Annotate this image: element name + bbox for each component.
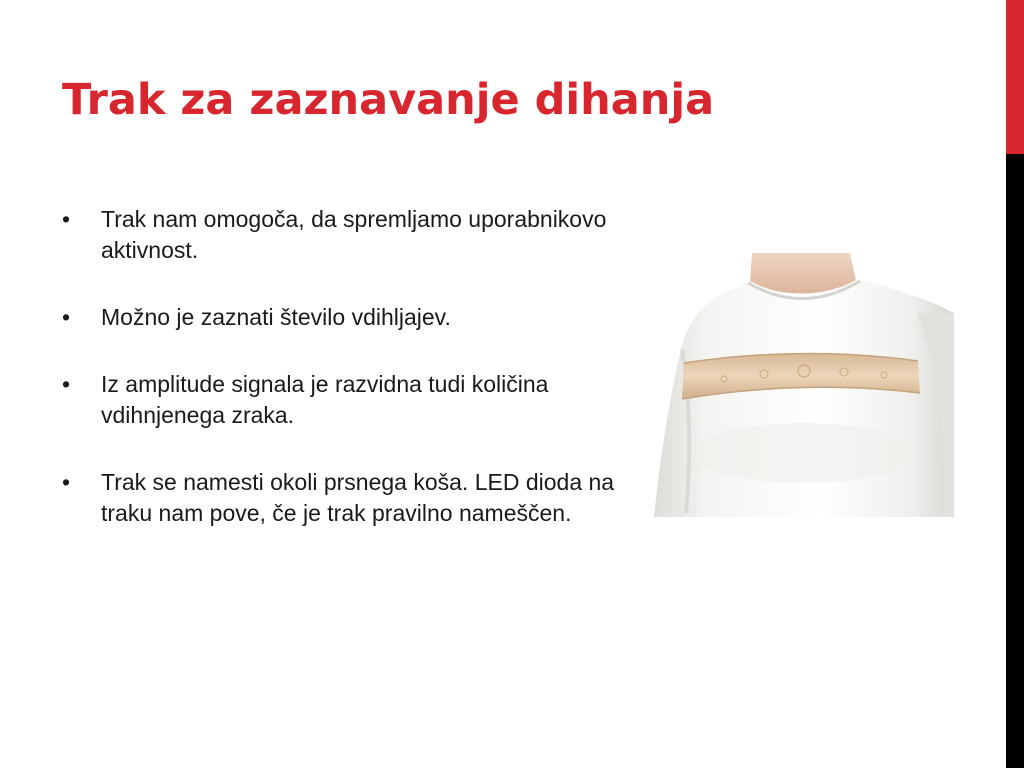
- bullet-item: [62, 204, 632, 266]
- bullet-text: Trak se namesti okoli prsnega koša. LED dioda na traku nam pove, če je trak pravilno nameščen.: [101, 469, 615, 526]
- accent-bar: [1006, 0, 1024, 768]
- chest-shadow: [694, 423, 914, 483]
- bullet-item: [62, 467, 632, 529]
- breathing-belt-photo: [654, 253, 954, 517]
- bullet-marker: •: [62, 371, 71, 397]
- accent-bar-black: [1006, 154, 1024, 768]
- bullet-marker: •: [62, 469, 71, 495]
- slide-title: Trak za zaznavanje dihanja: [62, 75, 715, 125]
- bullet-text: Iz amplitude signala je razvidna tudi količina vdihnjenega zraka.: [101, 371, 549, 428]
- bullet-text: Možno je zaznati število vdihljajev.: [101, 304, 451, 330]
- bullet-text: Trak nam omogoča, da spremljamo uporabnikovo aktivnost.: [101, 206, 607, 263]
- bullet-marker: •: [62, 304, 71, 330]
- bullet-marker: •: [62, 206, 71, 232]
- breathing-belt-illustration: [654, 253, 954, 517]
- bullet-item: [62, 369, 632, 431]
- bullet-list: [62, 204, 632, 565]
- bullet-item: [62, 302, 632, 333]
- accent-bar-red: [1006, 0, 1024, 154]
